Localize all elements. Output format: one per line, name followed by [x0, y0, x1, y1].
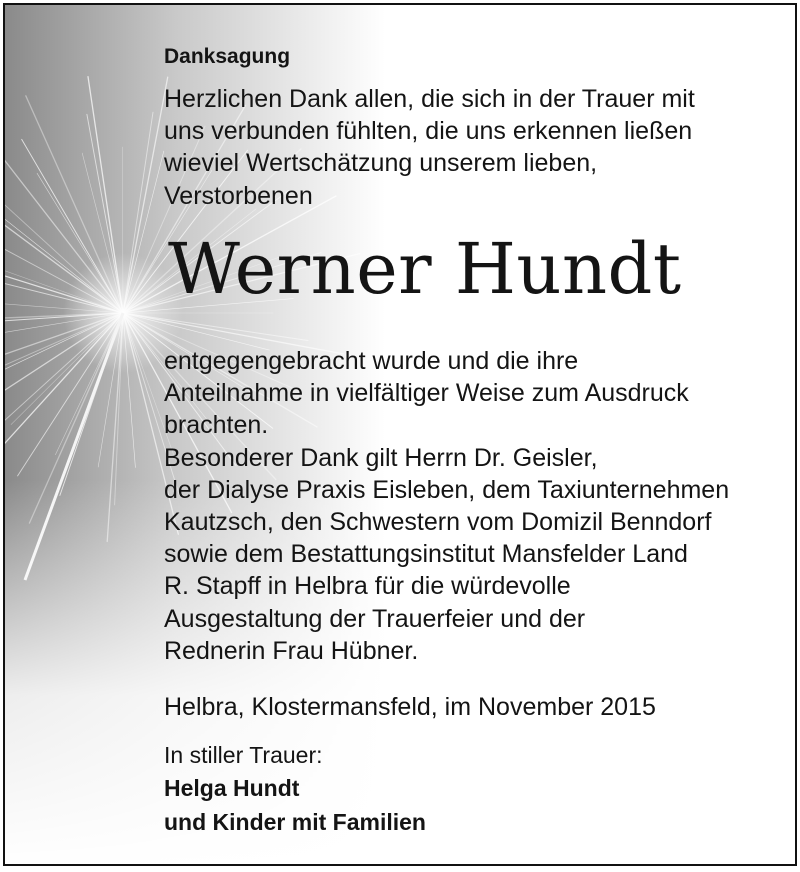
notice-heading: Danksagung: [164, 45, 291, 68]
text-line: Anteilnahme in vielfältiger Weise zum Ausdruck: [164, 379, 689, 408]
text-line: wieviel Wertschätzung unserem lieben,: [164, 149, 598, 178]
thanks-paragraph: [164, 345, 729, 667]
text-line: Rednerin Frau Hübner.: [164, 636, 419, 665]
text-line: Verstorbenen: [164, 181, 313, 210]
text-line: Herzlichen Dank allen, die sich in der Trauer mit: [164, 85, 695, 113]
text-line: entgegengebracht wurde und die ihre: [164, 347, 579, 375]
deceased-name: Werner Hundt: [168, 228, 682, 310]
text-line: brachten.: [164, 411, 269, 440]
signatory: und Kinder mit Familien: [164, 809, 426, 835]
signatory: Helga Hundt: [164, 775, 300, 801]
text-line: Kautzsch, den Schwestern vom Domizil Benndorf: [164, 507, 712, 536]
place-and-date: Helbra, Klostermansfeld, im November 2015: [164, 693, 656, 721]
mourning-label: In stiller Trauer:: [164, 742, 323, 768]
text-line: sowie dem Bestattungsinstitut Mansfelder Land: [164, 540, 688, 569]
obituary-notice: [3, 3, 797, 866]
text-line: Besonderer Dank gilt Herrn Dr. Geisler,: [164, 443, 598, 472]
intro-paragraph: [164, 83, 695, 212]
text-line: der Dialyse Praxis Eisleben, dem Taxiunternehmen: [164, 475, 730, 504]
text-line: uns verbunden fühlten, die uns erkennen ließen: [164, 117, 693, 146]
text-line: R. Stapff in Helbra für die würdevolle: [164, 572, 571, 601]
text-line: Ausgestaltung der Trauerfeier und der: [164, 604, 586, 633]
